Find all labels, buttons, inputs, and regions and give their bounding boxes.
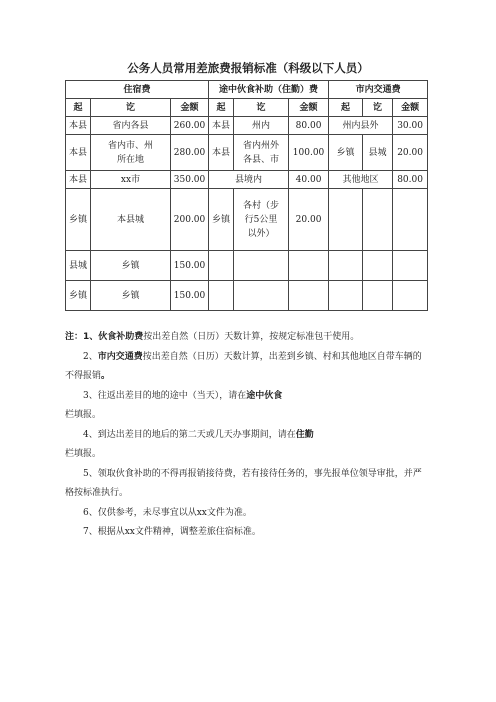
column-header-to: 讫 bbox=[363, 99, 393, 117]
table-cell: 乡镇 bbox=[91, 281, 171, 311]
note-keyword: 伙食补助费 bbox=[98, 332, 144, 342]
table-cell: 县境内 bbox=[209, 171, 289, 189]
table-cell: 乡镇 bbox=[66, 281, 91, 311]
table-cell bbox=[363, 281, 393, 311]
note-prefix: 2、 bbox=[83, 351, 98, 362]
table-cell bbox=[393, 251, 428, 281]
note-6: 6、仅供参考，未尽事宜以从xx文件为准。 bbox=[83, 507, 252, 518]
transport-header: 市内交通费 bbox=[329, 81, 428, 99]
table-row bbox=[66, 281, 428, 311]
table-cell: 150.00 bbox=[171, 281, 209, 311]
note-3-continued: 栏填报。 bbox=[65, 410, 102, 420]
table-cell: 乡镇 bbox=[209, 189, 234, 251]
table-cell: 100.00 bbox=[289, 135, 329, 171]
table-cell: 30.00 bbox=[393, 117, 428, 135]
page-title: 公务人员常用差旅费报销标准（科级以下人员） bbox=[127, 61, 369, 75]
table-cell: 乡镇 bbox=[329, 135, 363, 171]
table-row bbox=[66, 189, 428, 251]
note-prefix: 注：1、 bbox=[65, 332, 99, 342]
table-row bbox=[66, 135, 428, 171]
note-4 bbox=[65, 426, 427, 446]
table-cell: 本县 bbox=[66, 171, 91, 189]
note-5: 5、领取伙食补助的不得再报销接待费，若有接待任务的，事先报单位领导审批，并严格按标准执行。 bbox=[65, 468, 422, 498]
table-cell: 本县 bbox=[66, 135, 91, 171]
note-end: 。 bbox=[101, 371, 111, 381]
table-group-header-row bbox=[66, 81, 428, 99]
table-row bbox=[66, 117, 428, 135]
note-keyword: 市内交通费 bbox=[97, 351, 143, 362]
column-header-from: 起 bbox=[209, 99, 234, 117]
table-cell: 20.00 bbox=[289, 189, 329, 251]
table-cell: 本县 bbox=[66, 117, 91, 135]
table-cell: 80.00 bbox=[393, 171, 428, 189]
note-2 bbox=[65, 348, 427, 387]
table-cell: 省内州外各县、市 bbox=[234, 135, 289, 171]
table-row bbox=[66, 171, 428, 189]
note-text: 3、往返出差目的地的途中（当天），请在 bbox=[83, 390, 247, 401]
table-cell: 80.00 bbox=[289, 117, 329, 135]
table-cell bbox=[363, 251, 393, 281]
table-cell bbox=[329, 189, 363, 251]
column-header-from: 起 bbox=[329, 99, 363, 117]
table-cell bbox=[329, 281, 363, 311]
travel-expense-table bbox=[65, 80, 428, 311]
column-header-from: 起 bbox=[66, 99, 91, 117]
table-cell: 省内市、州所在地 bbox=[91, 135, 171, 171]
note-3 bbox=[65, 387, 427, 407]
table-cell: 县城 bbox=[66, 251, 91, 281]
note-keyword: 住勤 bbox=[295, 429, 314, 440]
note-4-continued: 栏填报。 bbox=[65, 449, 102, 459]
note-1 bbox=[65, 328, 427, 348]
table-cell: 40.00 bbox=[289, 171, 329, 189]
table-cell: 各村（步行5公里以外） bbox=[234, 189, 289, 251]
table-cell bbox=[209, 251, 234, 281]
table-cell: 20.00 bbox=[393, 135, 428, 171]
table-cell: 150.00 bbox=[171, 251, 209, 281]
table-cell bbox=[393, 281, 428, 311]
table-cell: 乡镇 bbox=[66, 189, 91, 251]
table-cell: 省内各县 bbox=[91, 117, 171, 135]
table-cell: 350.00 bbox=[171, 171, 209, 189]
table-cell: 州内县外 bbox=[329, 117, 393, 135]
table-cell bbox=[289, 281, 329, 311]
meal-subsidy-header: 途中伙食补助（住勤）费 bbox=[209, 81, 329, 99]
table-cell: 260.00 bbox=[171, 117, 209, 135]
table-cell bbox=[234, 281, 289, 311]
table-cell bbox=[209, 281, 234, 311]
notes-section bbox=[65, 328, 427, 543]
table-cell: 其他地区 bbox=[329, 171, 393, 189]
table-cell: 州内 bbox=[234, 117, 289, 135]
table-cell bbox=[393, 189, 428, 251]
table-cell bbox=[289, 251, 329, 281]
note-text: 按出差自然（日历）天数计算，出差到乡镇、村和其他地区自带车辆的不得报销 bbox=[65, 351, 422, 381]
table-cell bbox=[363, 189, 393, 251]
table-cell: 县城 bbox=[363, 135, 393, 171]
column-header-amount: 金额 bbox=[289, 99, 329, 117]
table-cell bbox=[234, 251, 289, 281]
note-text: 4、到达出差目的地后的第二天或几天办事期间，请在 bbox=[83, 429, 296, 440]
column-header-to: 讫 bbox=[234, 99, 289, 117]
table-cell: 本县城 bbox=[91, 189, 171, 251]
table-cell: 本县 bbox=[209, 135, 234, 171]
table-cell: 280.00 bbox=[171, 135, 209, 171]
table-cell: 200.00 bbox=[171, 189, 209, 251]
table-cell: 乡镇 bbox=[91, 251, 171, 281]
table-cell: 本县 bbox=[209, 117, 234, 135]
table-cell: xx市 bbox=[91, 171, 171, 189]
table-column-header-row bbox=[66, 99, 428, 117]
column-header-amount: 金额 bbox=[171, 99, 209, 117]
table-row bbox=[66, 251, 428, 281]
note-7: 7、根据从xx文件精神，调整差旅住宿标准。 bbox=[83, 527, 261, 537]
note-keyword: 途中伙食 bbox=[246, 390, 283, 401]
column-header-amount: 金额 bbox=[393, 99, 428, 117]
table-cell bbox=[329, 251, 363, 281]
note-text: 按出差自然（日历）天数计算，按规定标准包干使用。 bbox=[143, 332, 360, 342]
column-header-to: 讫 bbox=[91, 99, 171, 117]
lodging-header: 住宿费 bbox=[66, 81, 209, 99]
